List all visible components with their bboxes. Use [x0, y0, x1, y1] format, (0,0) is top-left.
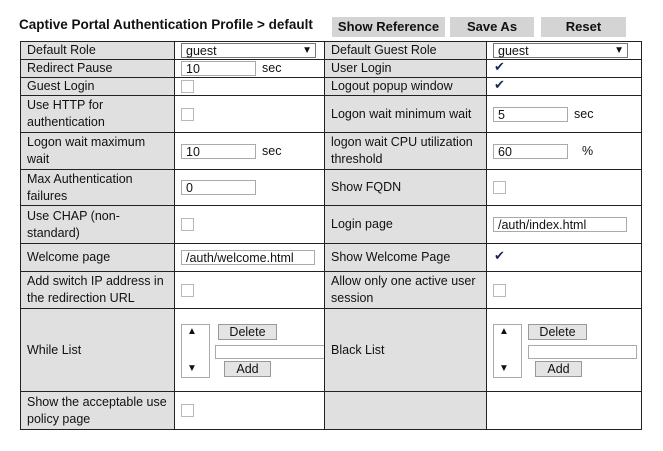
table-row	[21, 272, 642, 309]
logon-wait-min-unit: sec	[574, 106, 594, 121]
table-row	[21, 78, 642, 96]
login-page-input[interactable]: /auth/index.html	[493, 217, 627, 232]
default-role-label: Default Role	[21, 42, 175, 60]
logon-wait-min-label: Logon wait minimum wait	[325, 96, 487, 133]
dropdown-arrow-icon: ▼	[302, 45, 312, 57]
table-row	[21, 206, 642, 244]
show-fqdn-checkbox[interactable]	[493, 181, 506, 194]
black-list-delete-button[interactable]: Delete	[528, 324, 587, 340]
logout-popup-label: Logout popup window	[325, 78, 487, 96]
scroll-down-icon[interactable]: ▼	[499, 363, 509, 375]
table-row	[21, 96, 642, 133]
table-row	[21, 133, 642, 170]
default-guest-role-select[interactable]	[493, 43, 628, 58]
max-auth-failures-label: Max Authentication failures	[21, 170, 175, 206]
add-switch-ip-checkbox[interactable]	[181, 284, 194, 297]
logon-cpu-unit: %	[582, 143, 594, 158]
default-guest-role-value: guest	[498, 44, 529, 59]
white-list-box[interactable]	[181, 324, 210, 378]
logout-popup-checkbox[interactable]	[493, 80, 506, 93]
max-auth-failures-input[interactable]: 0	[181, 180, 256, 195]
logon-wait-max-unit: sec	[262, 143, 282, 158]
table-row	[21, 309, 642, 392]
logon-wait-max-input[interactable]: 10	[181, 144, 256, 159]
user-login-label: User Login	[325, 60, 487, 78]
aup-page-label: Show the acceptable use policy page	[21, 392, 175, 430]
black-list-box[interactable]	[493, 324, 522, 378]
show-fqdn-label: Show FQDN	[325, 170, 487, 206]
white-list-input[interactable]	[215, 345, 325, 359]
show-welcome-page-label: Show Welcome Page	[325, 244, 487, 272]
table-row	[21, 170, 642, 206]
guest-login-label: Guest Login	[21, 78, 175, 96]
white-list-delete-button[interactable]: Delete	[218, 324, 277, 340]
logon-wait-min-input[interactable]: 5	[493, 107, 568, 122]
user-login-checkbox[interactable]	[493, 62, 506, 75]
white-list-add-button[interactable]: Add	[224, 361, 271, 377]
welcome-page-label: Welcome page	[21, 244, 175, 272]
scroll-up-icon[interactable]: ▲	[499, 326, 509, 338]
reset-button[interactable]: Reset	[541, 17, 626, 37]
black-list-add-button[interactable]: Add	[535, 361, 582, 377]
add-switch-ip-label: Add switch IP address in the redirection URL	[21, 272, 175, 309]
scroll-up-icon[interactable]: ▲	[187, 326, 197, 338]
redirect-pause-input[interactable]: 10	[181, 61, 256, 76]
scroll-down-icon[interactable]: ▼	[187, 363, 197, 375]
dropdown-arrow-icon: ▼	[614, 45, 624, 57]
empty-cell	[487, 392, 642, 430]
table-row	[21, 244, 642, 272]
one-active-session-checkbox[interactable]	[493, 284, 506, 297]
aup-page-checkbox[interactable]	[181, 404, 194, 417]
redirect-pause-label: Redirect Pause	[21, 60, 175, 78]
logon-cpu-input[interactable]: 60	[493, 144, 568, 159]
use-chap-label: Use CHAP (non-standard)	[21, 206, 175, 244]
black-list-editor	[493, 320, 635, 380]
black-list-label: Black List	[325, 309, 487, 392]
welcome-page-input[interactable]: /auth/welcome.html	[181, 250, 315, 265]
table-row	[21, 60, 642, 78]
profile-settings-table	[20, 41, 642, 430]
page-title: Captive Portal Authentication Profile > default	[19, 17, 313, 32]
table-row	[21, 392, 642, 430]
default-guest-role-label: Default Guest Role	[325, 42, 487, 60]
logon-wait-max-label: Logon wait maximum wait	[21, 133, 175, 170]
empty-cell	[325, 392, 487, 430]
use-http-label: Use HTTP for authentication	[21, 96, 175, 133]
use-http-checkbox[interactable]	[181, 108, 194, 121]
redirect-pause-unit: sec	[262, 61, 282, 76]
guest-login-checkbox[interactable]	[181, 80, 194, 93]
one-active-session-label: Allow only one active user session	[325, 272, 487, 309]
save-as-button[interactable]: Save As	[450, 17, 534, 37]
default-role-value: guest	[186, 44, 217, 59]
use-chap-checkbox[interactable]	[181, 218, 194, 231]
default-role-select[interactable]	[181, 43, 316, 58]
table-row	[21, 42, 642, 60]
white-list-label: While List	[21, 309, 175, 392]
black-list-input[interactable]	[528, 345, 637, 359]
logon-cpu-label: logon wait CPU utilization threshold	[325, 133, 487, 170]
login-page-label: Login page	[325, 206, 487, 244]
show-reference-button[interactable]: Show Reference	[332, 17, 445, 37]
white-list-editor	[181, 320, 318, 380]
show-welcome-page-checkbox[interactable]	[493, 251, 506, 264]
